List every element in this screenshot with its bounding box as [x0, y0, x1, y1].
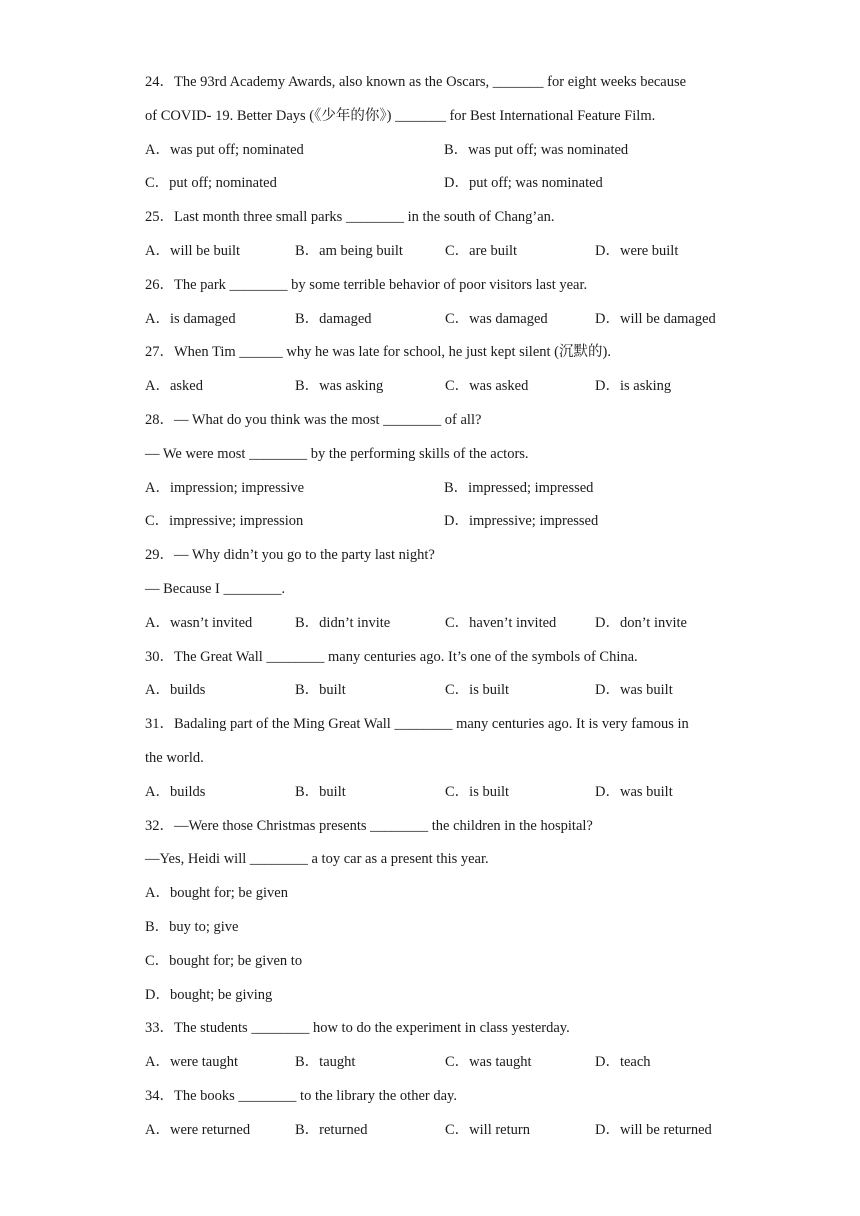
answer-option[interactable]: B．was put off; was nominated — [444, 141, 629, 158]
answer-option[interactable]: D．put off; was nominated — [444, 175, 603, 192]
question-stem-line: 27．When Tim ______ why he was late for school, he just kept silent (沉默的). — [145, 344, 611, 361]
answer-option[interactable]: C．was taught — [445, 1054, 532, 1071]
answer-option[interactable]: C．bought for; be given to — [145, 952, 303, 969]
question-stem-line: — We were most ________ by the performing skills of the actors. — [145, 445, 529, 462]
question-block — [145, 274, 725, 342]
answer-option[interactable]: D．don’t invite — [595, 614, 687, 631]
question-stem-line: 26．The park ________ by some terrible behavior of poor visitors last year. — [145, 276, 588, 293]
answer-option[interactable]: C．will return — [445, 1121, 530, 1138]
answer-option[interactable]: A．will be built — [145, 242, 241, 259]
answer-option[interactable]: C．are built — [445, 242, 518, 259]
question-stem-line: the world. — [145, 749, 204, 766]
question-block — [145, 815, 725, 1018]
answer-option[interactable]: D．were built — [595, 242, 679, 259]
answer-option[interactable]: B．didn’t invite — [295, 614, 391, 631]
answer-option[interactable]: D．will be returned — [595, 1121, 712, 1138]
options-row — [145, 679, 725, 713]
answer-option[interactable]: B．built — [295, 682, 346, 699]
answer-option[interactable]: B．am being built — [295, 242, 403, 259]
question-block — [145, 341, 725, 409]
question-block — [145, 206, 725, 274]
answer-option[interactable]: A．asked — [145, 378, 203, 395]
answer-option[interactable]: C．is built — [445, 783, 510, 800]
options-row — [145, 477, 725, 511]
answer-option[interactable]: D．is asking — [595, 378, 672, 395]
question-block — [145, 1017, 725, 1085]
options-row — [145, 139, 725, 173]
answer-option[interactable]: A．builds — [145, 783, 206, 800]
answer-option[interactable]: B．taught — [295, 1054, 356, 1071]
options-row — [145, 882, 725, 916]
answer-option[interactable]: C．haven’t invited — [445, 614, 557, 631]
answer-option[interactable]: C．is built — [445, 682, 510, 699]
answer-option[interactable]: A．impression; impressive — [145, 479, 305, 496]
answer-option[interactable]: D．was built — [595, 682, 673, 699]
options-row — [145, 240, 725, 274]
question-block — [145, 713, 725, 814]
question-block — [145, 544, 725, 645]
question-block — [145, 1085, 725, 1153]
answer-option[interactable]: A．was put off; nominated — [145, 141, 304, 158]
question-block — [145, 409, 725, 544]
question-stem-line: of COVID- 19. Better Days (《少年的你》) _______ for Best International Feature Film. — [145, 107, 656, 124]
options-row — [145, 916, 725, 950]
answer-option[interactable]: D．teach — [595, 1054, 651, 1071]
answer-option[interactable]: A．wasn’t invited — [145, 614, 253, 631]
question-stem-line: 31．Badaling part of the Ming Great Wall ________ many centuries ago. It is very famous in — [145, 716, 689, 733]
answer-option[interactable]: A．were taught — [145, 1054, 239, 1071]
question-stem-line: — Because I ________. — [145, 580, 286, 597]
question-stem-line: 34．The books ________ to the library the other day. — [145, 1087, 457, 1104]
question-stem-line: 28．— What do you think was the most ________ of all? — [145, 411, 482, 428]
answer-option[interactable]: A．builds — [145, 682, 206, 699]
options-row — [145, 1119, 725, 1153]
options-row — [145, 172, 725, 206]
options-row — [145, 950, 725, 984]
answer-option[interactable]: C．was asked — [445, 378, 529, 395]
answer-option[interactable]: D．was built — [595, 783, 673, 800]
question-stem-line: 29．— Why didn’t you go to the party last night? — [145, 547, 435, 564]
answer-option[interactable]: C．impressive; impression — [145, 513, 304, 530]
options-row — [145, 984, 725, 1018]
answer-option[interactable]: C．put off; nominated — [145, 175, 277, 192]
answer-option[interactable]: A．bought for; be given — [145, 885, 288, 902]
answer-option[interactable]: C．was damaged — [445, 310, 548, 327]
answer-option[interactable]: B．buy to; give — [145, 918, 239, 935]
answer-option[interactable]: A．is damaged — [145, 310, 236, 327]
options-row — [145, 375, 725, 409]
question-block — [145, 646, 725, 714]
answer-option[interactable]: D．will be damaged — [595, 310, 716, 327]
question-block — [145, 71, 725, 206]
options-row — [145, 510, 725, 544]
answer-option[interactable]: B．built — [295, 783, 346, 800]
exercise-page — [145, 71, 725, 1153]
options-row — [145, 781, 725, 815]
question-stem-line: 33．The students ________ how to do the experiment in class yesterday. — [145, 1020, 570, 1037]
question-stem-line: 32．—Were those Christmas presents ________ the children in the hospital? — [145, 817, 593, 834]
answer-option[interactable]: B．damaged — [295, 310, 372, 327]
options-row — [145, 1051, 725, 1085]
options-row — [145, 612, 725, 646]
options-row — [145, 308, 725, 342]
question-stem-line: 30．The Great Wall ________ many centuries ago. It’s one of the symbols of China. — [145, 648, 638, 665]
answer-option[interactable]: A．were returned — [145, 1121, 251, 1138]
answer-option[interactable]: B．returned — [295, 1121, 368, 1138]
answer-option[interactable]: B．impressed; impressed — [444, 479, 594, 496]
answer-option[interactable]: D．bought; be giving — [145, 986, 273, 1003]
answer-option[interactable]: B．was asking — [295, 378, 384, 395]
question-stem-line: 25．Last month three small parks ________ in the south of Chang’an. — [145, 209, 555, 226]
question-stem-line: 24．The 93rd Academy Awards, also known as the Oscars, _______ for eight weeks because — [145, 74, 687, 90]
question-stem-line: —Yes, Heidi will ________ a toy car as a present this year. — [145, 851, 489, 868]
answer-option[interactable]: D．impressive; impressed — [444, 513, 599, 530]
